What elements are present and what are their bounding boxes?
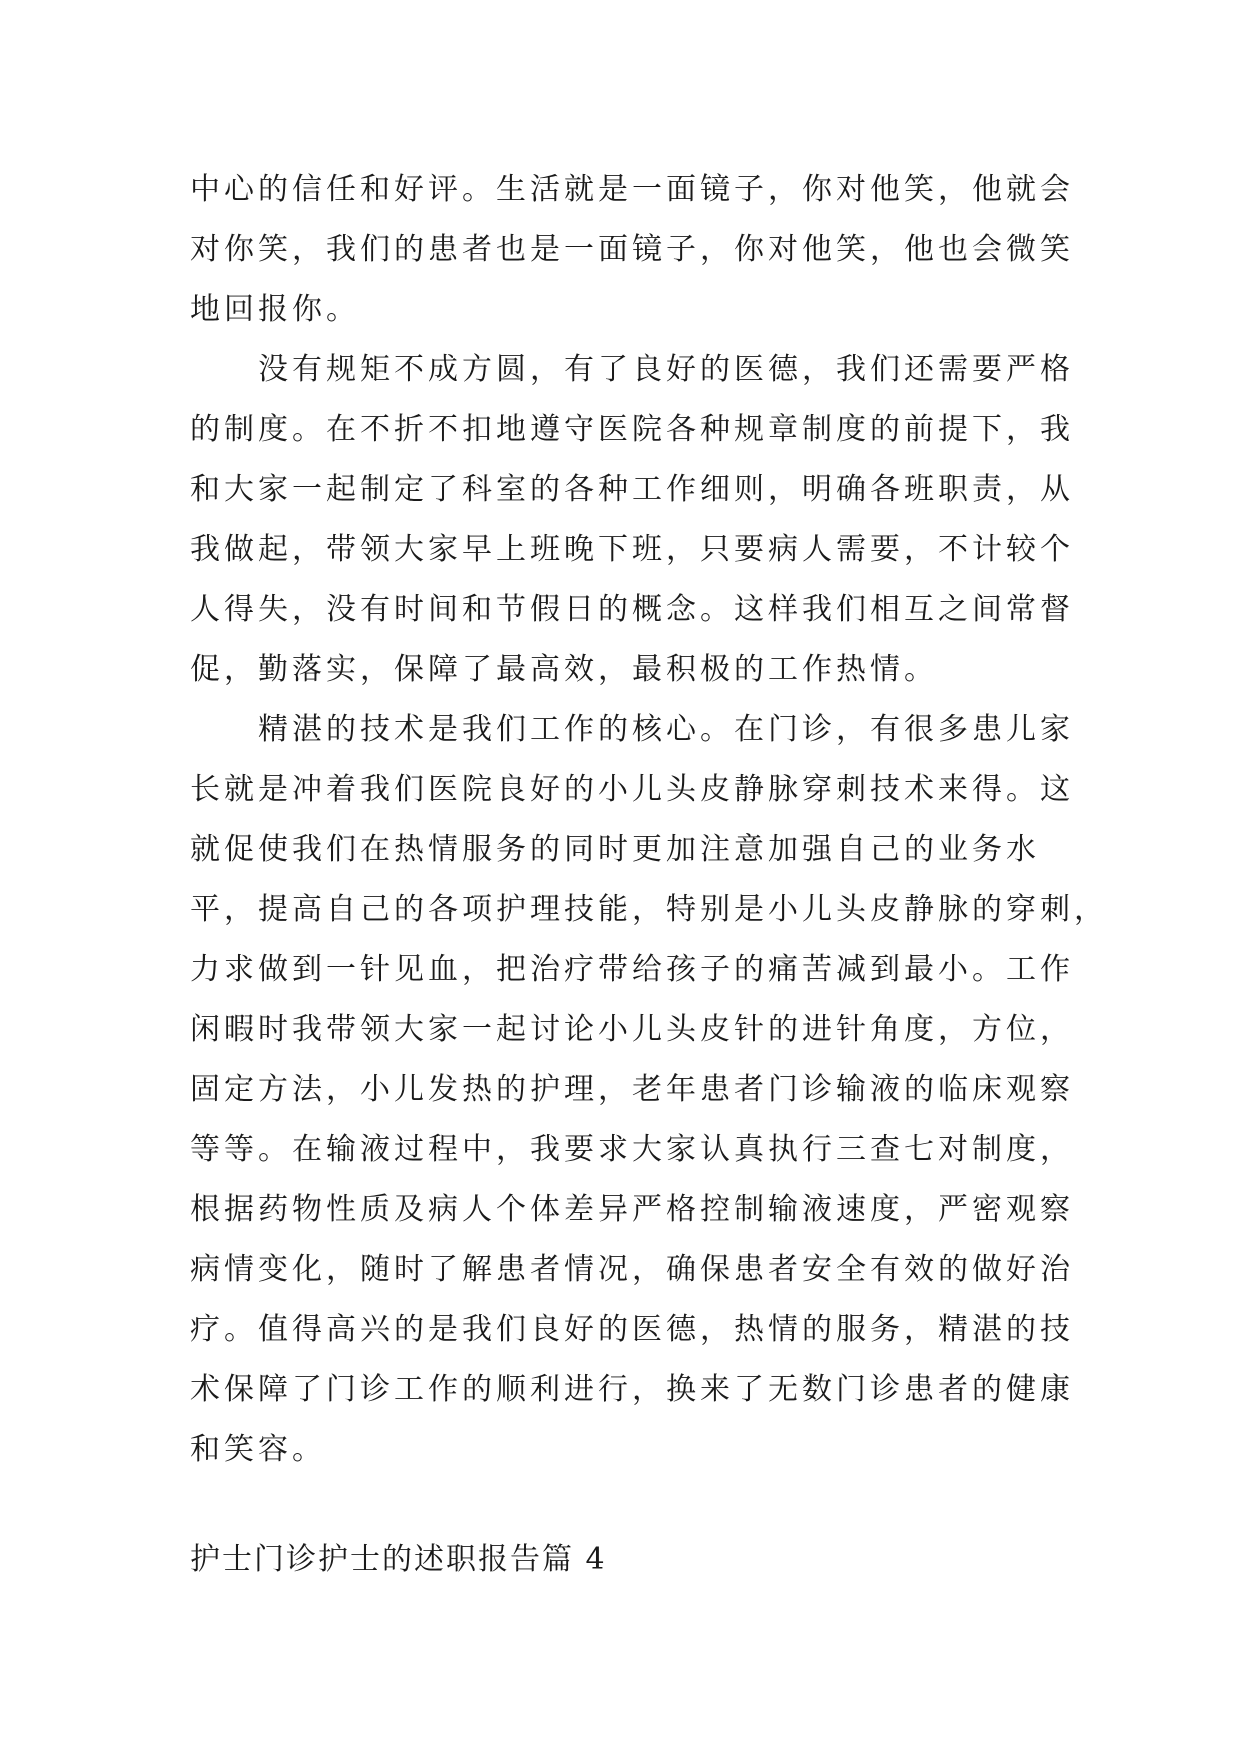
text-line: 病情变化，随时了解患者情况，确保患者安全有效的做好治 xyxy=(190,1252,1074,1287)
text-line: 中心的信任和好评。生活就是一面镜子，你对他笑，他就会 xyxy=(190,172,1074,207)
text-line: 对你笑，我们的患者也是一面镜子，你对他笑，他也会微笑 xyxy=(190,232,1074,267)
text-line: 根据药物性质及病人个体差异严格控制输液速度，严密观察 xyxy=(190,1192,1074,1227)
text-line: 没有规矩不成方圆，有了良好的医德，我们还需要严格 xyxy=(258,352,1074,387)
text-line: 地回报你。 xyxy=(190,292,360,327)
text-line: 闲暇时我带领大家一起讨论小儿头皮针的进针角度，方位， xyxy=(190,1012,1074,1047)
text-line: 和笑容。 xyxy=(190,1432,326,1467)
paragraph-1 xyxy=(190,160,1074,340)
text-line: 就促使我们在热情服务的同时更加注意加强自己的业务水 xyxy=(190,832,1040,867)
text-line: 平，提高自己的各项护理技能，特别是小儿头皮静脉的穿刺， xyxy=(190,892,1108,927)
text-line: 精湛的技术是我们工作的核心。在门诊，有很多患儿家 xyxy=(258,712,1074,747)
section-heading: 护士门诊护士的述职报告篇 4 xyxy=(190,1542,607,1577)
text-line: 人得失，没有时间和节假日的概念。这样我们相互之间常督 xyxy=(190,592,1074,627)
body-text xyxy=(190,160,1108,1480)
text-line: 促，勤落实，保障了最高效，最积极的工作热情。 xyxy=(190,652,938,687)
paragraph-2 xyxy=(190,340,1074,700)
text-line: 术保障了门诊工作的顺利进行，换来了无数门诊患者的健康 xyxy=(190,1372,1074,1407)
paragraph-3 xyxy=(190,700,1108,1480)
text-line: 等等。在输液过程中，我要求大家认真执行三查七对制度， xyxy=(190,1132,1074,1167)
text-line: 和大家一起制定了科室的各种工作细则，明确各班职责，从 xyxy=(190,472,1074,507)
text-line: 的制度。在不折不扣地遵守医院各种规章制度的前提下，我 xyxy=(190,412,1074,447)
text-line: 力求做到一针见血，把治疗带给孩子的痛苦减到最小。工作 xyxy=(190,952,1074,987)
text-line: 我做起，带领大家早上班晚下班，只要病人需要，不计较个 xyxy=(190,532,1074,567)
text-line: 疗。值得高兴的是我们良好的医德，热情的服务，精湛的技 xyxy=(190,1312,1074,1347)
text-line: 固定方法，小儿发热的护理，老年患者门诊输液的临床观察 xyxy=(190,1072,1074,1107)
text-line: 长就是冲着我们医院良好的小儿头皮静脉穿刺技术来得。这 xyxy=(190,772,1074,807)
